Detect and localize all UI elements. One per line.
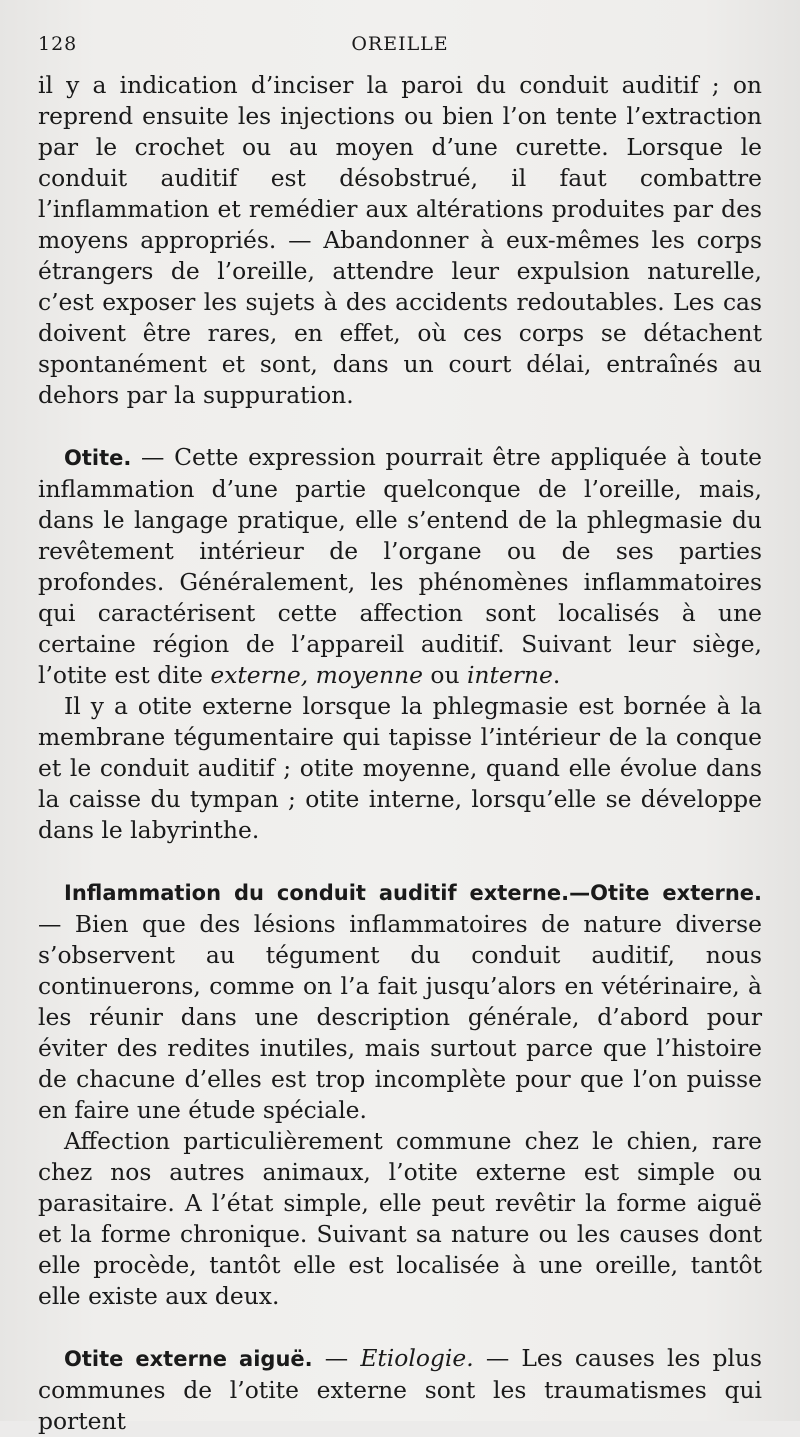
- paragraph-foreign-bodies-end: il y a indication d’inciser la paroi du conduit auditif ; on reprend ensuite les injections ou bien l’on tente l’extraction par le crochet ou au moyen d’une curette. Lorsque le conduit auditif est désobstrué, il faut combattre l’inflammation et remédier aux altérations produites par des moyens appropriés. — Abandonner à eux-mêmes les corps étrangers de l’oreille, attendre leur expulsion naturelle, c’est exposer les sujets à des accidents redoutables. Les cas doivent être rares, en effet, où ces corps se détachent spontanément et sont, dans un court délai, entraînés au dehors par la suppuration.: [38, 71, 762, 409]
- subheading-etiologie: Etiologie.: [360, 1344, 474, 1372]
- otite-end: .: [552, 661, 561, 689]
- term-externe: externe: [210, 661, 301, 689]
- aigue-text: — Les causes les plus communes de l’otite externe sont les traumatismes qui portent: [38, 1344, 763, 1435]
- body-text: [38, 70, 762, 1437]
- section-heading-otite-aigue: Otite externe aiguë.: [64, 1347, 313, 1371]
- term-separator: ,: [300, 661, 316, 689]
- term-interne: interne: [466, 661, 553, 689]
- running-title: OREILLE: [351, 33, 449, 55]
- term-moyenne: moyenne: [315, 661, 423, 689]
- page-number: 128: [38, 33, 78, 55]
- section-heading-inflammation: Inflammation du conduit auditif externe.—Otite externe.: [64, 881, 762, 905]
- paragraph-otite-types: Il y a otite externe lorsque la phlegmasie est bornée à la membrane tégumentaire qui tapisse l’intérieur de la conque et le conduit auditif ; otite moyenne, quand elle évolue dans la caisse du tympan ; otite interne, lorsqu’elle se développe dans le labyrinthe.: [38, 692, 762, 844]
- inflammation-text: — Bien que des lésions inflammatoires de nature diverse s’observent au tégument du conduit auditif, nous continuerons, comme on l’a fait jusqu’alors en vétérinaire, à les réunir dans une description générale, d’abord pour éviter des redites inutiles, mais surtout parce que l’histoire de chacune d’elles est trop incomplète pour que l’on puisse en faire une étude spéciale.: [38, 910, 762, 1124]
- paragraph-inflammation: [38, 877, 762, 1126]
- running-head: [38, 33, 762, 57]
- paragraph-otite: [38, 442, 762, 691]
- section-heading-otite: Otite.: [64, 446, 132, 470]
- term-ou: ou: [422, 661, 467, 689]
- paragraph-otite-aigue: [38, 1343, 762, 1437]
- paragraph-affection: Affection particulièrement commune chez le chien, rare chez nos autres animaux, l’otite externe est simple ou parasitaire. A l’état simple, elle peut revêtir la forme aiguë et la forme chronique. Suivant sa nature ou les causes dont elle procède, tantôt elle est localisée à une oreille, tantôt elle existe aux deux.: [38, 1127, 762, 1310]
- otite-text-a: — Cette expression pourrait être appliquée à toute inflammation d’une partie quelconque de l’oreille, mais, dans le langage pratique, elle s’entend de la phlegmasie du revêtement intérieur de l’organe ou de ses parties profondes. Généralement, les phénomènes inflammatoires qui caractérisent cette affection sont localisés à une certaine région de l’appareil auditif. Suivant leur siège, l’otite est dite: [38, 443, 762, 689]
- aigue-dash: —: [312, 1344, 361, 1372]
